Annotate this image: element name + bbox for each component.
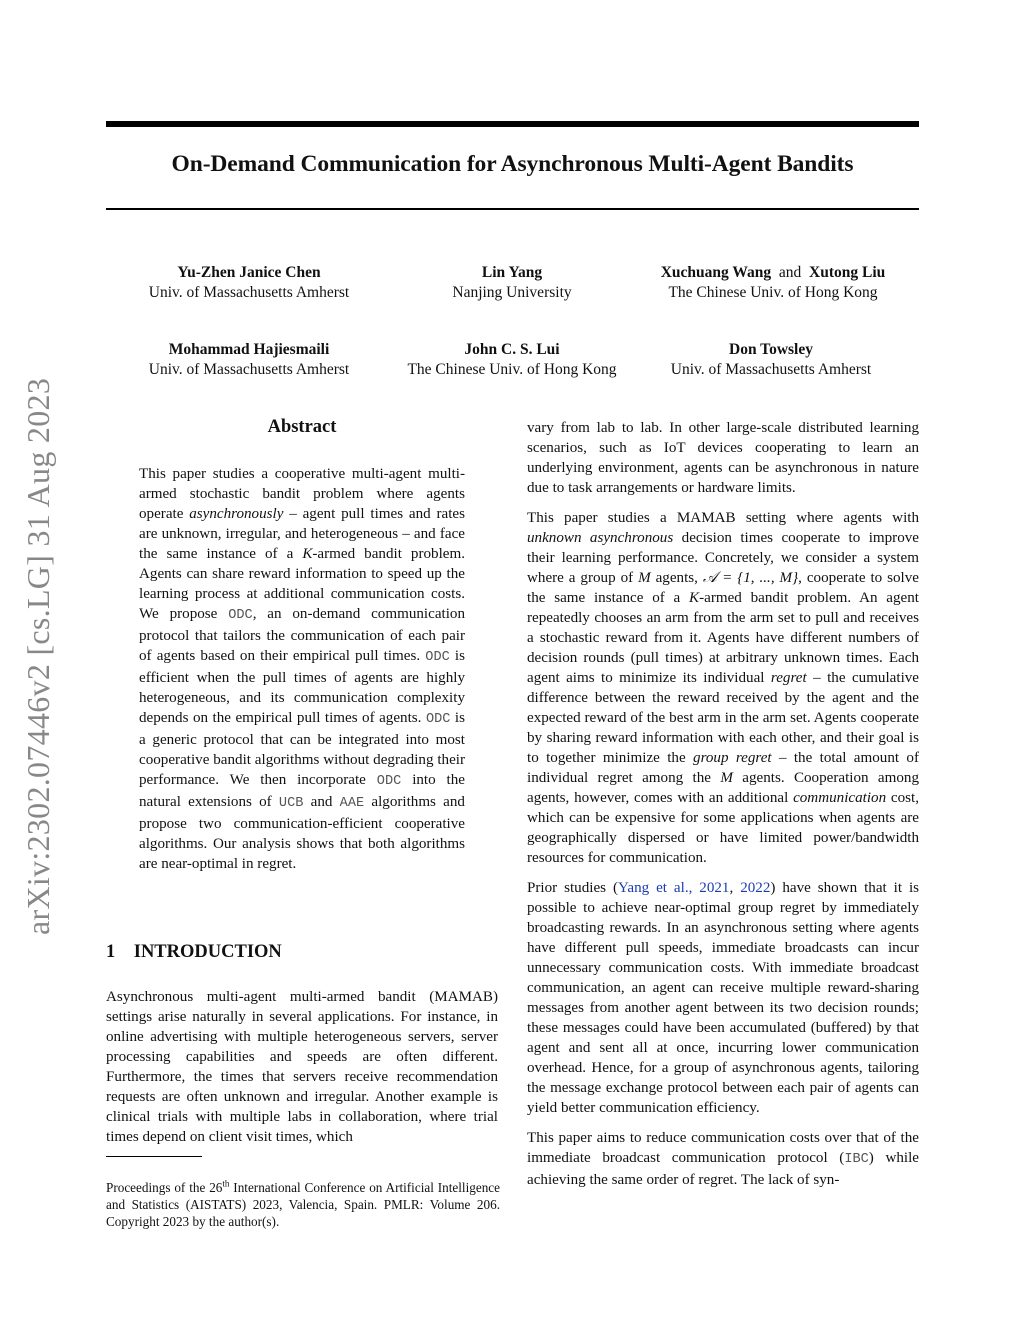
author-affiliation: Univ. of Massachusetts Amherst <box>670 361 872 378</box>
author-block <box>626 340 916 380</box>
footnote: Proceedings of the 26th International Conference on Artificial Intelligence and Statistics (AISTATS) 2023, Valencia, Spain. PMLR: Volume 206. Copyright 2023 by the author(s). <box>106 1178 501 1229</box>
abstract-paragraph: This paper studies a cooperative multi-agent multi-armed stochastic bandit problem where agents operate asynchronously – agent pull times and rates are unknown, irregular, and heterogeneous – and face the same instance of a K-armed bandit problem. Agents can share reward information to speed up the learning process at additional communication costs. We propose ODC, an on-demand communication protocol that tailors the communication of each pair of agents based on their empirical pull times. ODC is efficient when the pull times of agents are highly heterogeneous, and its communication complexity depends on the empirical pull times of agents. ODC is a generic protocol that can be integrated into most cooperative bandit algorithms without degrading their performance. We then incorporate ODC into the natural extensions of UCB and AAE algorithms and propose two communication-efficient cooperative algorithms. Our analysis shows that both algorithms are near-optimal in regret. <box>139 466 466 872</box>
author-affiliation: The Chinese Univ. of Hong Kong <box>668 284 878 301</box>
right-column <box>527 418 919 1190</box>
intro-paragraph: Asynchronous multi-agent multi-armed bandit (MAMAB) settings arise naturally in several applications. For instance, in online advertising with multiple heterogeneous servers, server processing capabilities and speeds are often different. Furthermore, the times that servers receive recommendation requests are often unknown and irregular. Another example is clinical trials with multiple labs in collaboration, where trial times depend on client visit times, which <box>106 989 498 1145</box>
body-paragraph: Prior studies (Yang et al., 2021, 2022) have shown that it is possible to achieve near-optimal group regret by immediately broadcasting rewards. In an asynchronous setting where agents have different pull speeds, immediate broadcasts can incur unnecessary communication costs. With immediate broadcast communication, an agent can receive multiple reward-sharing messages from another agent between its two decision rounds; these messages could have been accumulated (buffered) by that agent and sent all at once, incurring lower communication overhead. Hence, for a group of asynchronous agents, tailoring the message exchange protocol between each pair of agents can yield better communication efficiency. <box>527 880 920 1116</box>
author-name: Xuchuang Wang and Xutong Liu <box>660 264 886 281</box>
section-heading: 1 INTRODUCTION <box>106 942 282 962</box>
author-block <box>628 263 918 303</box>
author-name: Don Towsley <box>729 341 813 358</box>
author-affiliation: Univ. of Massachusetts Amherst <box>148 284 350 301</box>
citation-link[interactable]: 2022 <box>740 880 771 896</box>
body-paragraph: vary from lab to lab. In other large-scale distributed learning scenarios, such as IoT devices cooperating to learn an underlying environment, agents can be asynchronous in nature due to task arrangements or hardware limits. <box>527 420 919 496</box>
author-block <box>367 340 657 380</box>
citation-link[interactable]: Yang et al., 2021 <box>618 880 730 896</box>
author-block <box>104 263 394 303</box>
author-block <box>104 340 394 380</box>
author-affiliation: Univ. of Massachusetts Amherst <box>148 361 350 378</box>
body-paragraph: This paper aims to reduce communication costs over that of the immediate broadcast communication protocol (IBC) while achieving the same order of regret. The lack of syn- <box>527 1130 919 1188</box>
intro-body <box>106 987 498 1147</box>
author-name: Mohammad Hajiesmaili <box>168 341 330 358</box>
body-paragraph: This paper studies a MAMAB setting where agents with unknown asynchronous decision times cooperate to improve their learning performance. Concretely, we consider a system where a group of M agents, 𝒜 = {1, ..., M}, cooperate to solve the same instance of a K-armed bandit problem. An agent repeatedly chooses an arm from the arm set to pull and receives a stochastic reward from it. Agents have different numbers of decision rounds (pull times) at arbitrary unknown times. Each agent aims to minimize its individual regret – the cumulative difference between the reward received by the agent and the expected reward of the best arm in the arm set. Agents cooperate by sharing reward information with each other, and their goal is to together minimize the group regret – the total amount of individual regret among the M agents. Cooperation among agents, however, comes with an additional communication cost, which can be expensive for some applications when agents are geographically dispersed or have limited power/bandwidth resources for communication. <box>527 510 920 866</box>
author-name: Yu-Zhen Janice Chen <box>177 264 321 281</box>
top-rule <box>106 121 919 127</box>
abstract-body <box>139 464 465 874</box>
arxiv-stamp: arXiv:2302.07446v2 [cs.LG] 31 Aug 2023 <box>20 377 56 935</box>
author-affiliation: The Chinese Univ. of Hong Kong <box>407 361 617 378</box>
paper-title: On-Demand Communication for Asynchronous Multi-Agent Bandits <box>171 151 854 177</box>
title-rule <box>106 208 919 210</box>
author-block <box>367 263 657 303</box>
author-affiliation: Nanjing University <box>452 284 572 301</box>
author-name: Lin Yang <box>481 264 543 281</box>
footnote-rule <box>106 1156 202 1157</box>
abstract-heading: Abstract <box>267 417 337 437</box>
author-name: John C. S. Lui <box>464 341 560 358</box>
